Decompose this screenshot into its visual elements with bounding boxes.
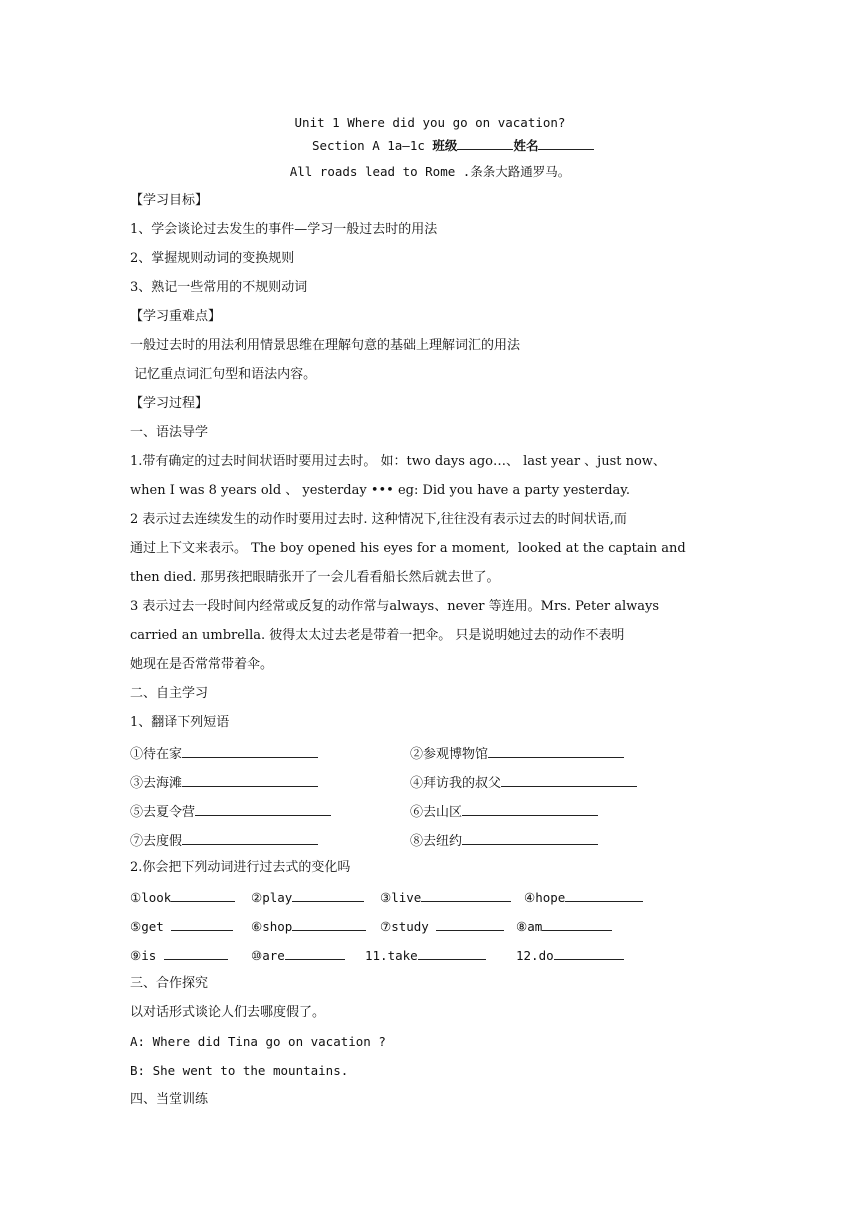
verb-item (524, 888, 643, 905)
key-points-line: 一般过去时的用法利用情景思维在理解句意的基础上理解词汇的用法 (130, 338, 521, 353)
phrase-label: ①待在家 (130, 747, 183, 762)
phrase-item (130, 830, 318, 849)
answer-blank[interactable] (182, 831, 318, 845)
dialog-line-a: A: Where did Tina go on vacation ? (130, 1034, 386, 1049)
goal-item: 1、学会谈论过去发生的事件—学习一般过去时的用法 (130, 222, 438, 237)
practice-heading: 四、当堂训练 (130, 1092, 209, 1107)
verb-label: ①look (130, 890, 172, 905)
phrase-label: ⑦去度假 (130, 834, 183, 849)
grammar-point-2: 2 表示过去连续发生的动作时要用过去时. 这种情况下,往往没有表示过去的时间状语,而 (130, 512, 627, 527)
answer-blank[interactable] (462, 831, 598, 845)
page-title: Unit 1 Where did you go on vacation? (294, 115, 566, 130)
phrase-item (410, 830, 598, 849)
answer-blank[interactable] (418, 946, 486, 960)
phrase-item (130, 743, 318, 762)
verb-item (365, 946, 486, 963)
phrase-item (130, 772, 318, 791)
phrase-label: ⑥去山区 (410, 805, 463, 820)
answer-blank[interactable] (292, 917, 366, 931)
verb-label: ③live (380, 890, 422, 905)
motto: All roads lead to Rome .条条大路通罗马。 (289, 164, 571, 179)
key-points-line: 记忆重点词汇句型和语法内容。 (130, 367, 317, 382)
phrase-item (410, 743, 624, 762)
answer-blank[interactable] (182, 773, 318, 787)
verb-label: ④hope (524, 890, 566, 905)
subtitle (312, 136, 594, 155)
verb-label: ⑩are (251, 948, 285, 963)
answer-blank[interactable] (501, 773, 637, 787)
phrase-label: ⑤去夏令营 (130, 805, 196, 820)
grammar-point-2-cont: then died. 那男孩把眼睛张开了一会儿看看船长然后就去世了。 (130, 570, 500, 585)
answer-blank[interactable] (488, 744, 624, 758)
phrase-label: ②参观博物馆 (410, 747, 489, 762)
answer-blank[interactable] (171, 888, 235, 902)
verb-item (380, 917, 504, 934)
answer-blank[interactable] (195, 802, 331, 816)
self-study-heading: 二、自主学习 (130, 686, 209, 701)
answer-blank[interactable] (554, 946, 624, 960)
grammar-point-2-cont: 通过上下文来表示。 The boy opened his eyes for a moment, looked at the captain and (130, 541, 686, 556)
verb-item (251, 888, 364, 905)
grammar-point-3-cont: 她现在是否常常带着伞。 (130, 657, 274, 672)
verb-label: 11.take (365, 948, 418, 963)
process-heading: 【学习过程】 (130, 396, 209, 411)
verb-label: ⑤get (130, 919, 172, 934)
verb-item (251, 946, 345, 963)
grammar-point-3-cont: carried an umbrella. 彼得太太过去老是带着一把伞。 只是说明她过去的动作不表明 (130, 628, 625, 643)
verb-item (130, 888, 235, 905)
verb-item (251, 917, 366, 934)
verb-item (516, 946, 624, 963)
phrase-label: ③去海滩 (130, 776, 183, 791)
verb-item (130, 917, 233, 934)
answer-blank[interactable] (285, 946, 345, 960)
key-points-heading: 【学习重难点】 (130, 309, 222, 324)
verb-task: 2.你会把下列动词进行过去式的变化吗 (130, 860, 351, 875)
phrase-label: ⑧去纽约 (410, 834, 463, 849)
verb-label: ⑧am (516, 919, 543, 934)
answer-blank[interactable] (462, 802, 598, 816)
name-label: 姓名 (513, 138, 539, 153)
verb-item (130, 946, 228, 963)
verb-label: ②play (251, 890, 293, 905)
verb-label: ⑨is (130, 948, 164, 963)
grammar-point-3: 3 表示过去一段时间内经常或反复的动作常与always、never 等连用。Mrs. Peter always (130, 599, 660, 614)
phrase-item (130, 801, 331, 820)
cooperation-heading: 三、合作探究 (130, 976, 209, 991)
goals-heading: 【学习目标】 (130, 193, 209, 208)
answer-blank[interactable] (436, 917, 504, 931)
answer-blank[interactable] (542, 917, 612, 931)
verb-item (516, 917, 612, 934)
verb-item (380, 888, 511, 905)
goal-item: 2、掌握规则动词的变换规则 (130, 251, 295, 266)
goal-item: 3、熟记一些常用的不规则动词 (130, 280, 308, 295)
answer-blank[interactable] (171, 917, 233, 931)
answer-blank[interactable] (164, 946, 228, 960)
class-label: 班级 (432, 138, 458, 153)
grammar-point-1-cont: when I was 8 years old 、 yesterday ••• eg: Did you have a party yesterday. (130, 483, 631, 498)
grammar-heading: 一、语法导学 (130, 425, 209, 440)
verb-label: ⑥shop (251, 919, 293, 934)
phrase-item (410, 801, 598, 820)
verb-label: 12.do (516, 948, 554, 963)
answer-blank[interactable] (182, 744, 318, 758)
grammar-point-1: 1.带有确定的过去时间状语时要用过去时。 如：two days ago…、 last year 、just now、 (130, 454, 666, 469)
answer-blank[interactable] (292, 888, 364, 902)
section-label: Section A 1a—1c (312, 138, 425, 153)
class-blank[interactable] (457, 136, 513, 150)
name-blank[interactable] (538, 136, 594, 150)
answer-blank[interactable] (565, 888, 643, 902)
answer-blank[interactable] (421, 888, 511, 902)
dialog-line-b: B: She went to the mountains. (130, 1063, 349, 1078)
verb-label: ⑦study (380, 919, 437, 934)
cooperation-instruction: 以对话形式谈论人们去哪度假了。 (130, 1005, 326, 1020)
translate-task: 1、翻译下列短语 (130, 715, 230, 730)
phrase-label: ④拜访我的叔父 (410, 776, 502, 791)
phrase-item (410, 772, 637, 791)
